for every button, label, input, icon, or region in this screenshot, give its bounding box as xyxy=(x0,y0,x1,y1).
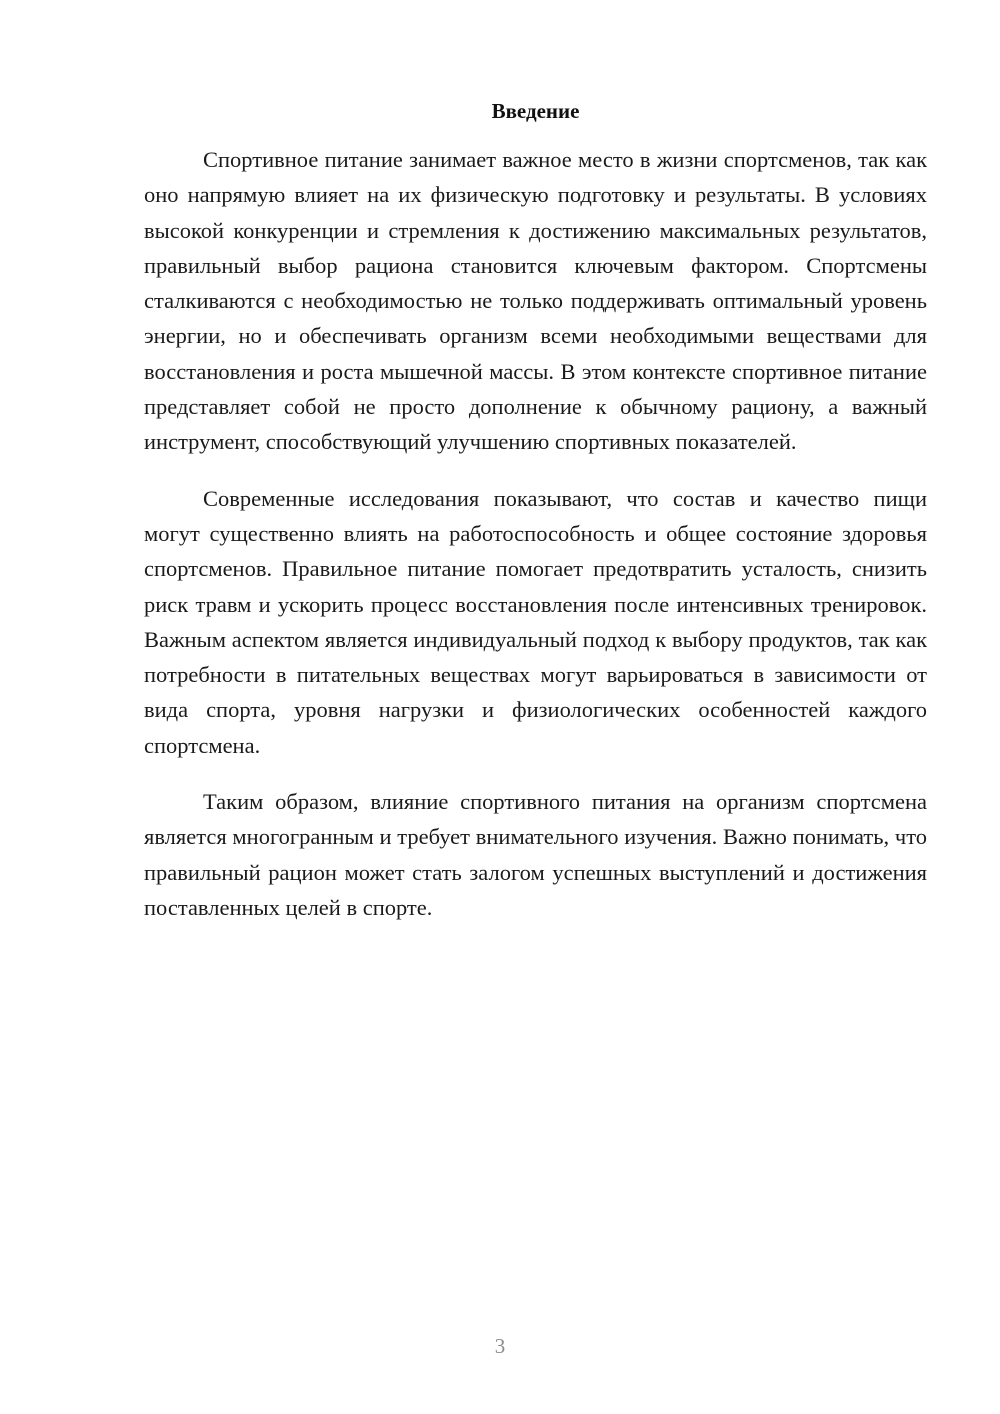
page-number: 3 xyxy=(494,1334,506,1358)
paragraph-2: Современные исследования показывают, что состав и качество пищи могут существенно влиять на работоспособность и общее состояние здоровья спортсменов. Правильное питание помогает предотвратить усталость, снизить риск травм и ускорить процесс восстановления после интенсивных тренировок. Важным аспектом является индивидуальный подход к выбору продуктов, так как потребности в питательных веществах могут варьироваться в зависимости от вида спорта, уровня нагрузки и физиологических особенностей каждого спортсмена. xyxy=(144,485,927,758)
section-heading: Введение xyxy=(491,99,580,123)
paragraph-3: Таким образом, влияние спортивного питания на организм спортсмена является многогранным и требует внимательного изучения. Важно понимать, что правильный рацион может стать залогом успешных выступлений и достижения поставленных целей в спорте. xyxy=(144,789,927,920)
paragraph-1: Спортивное питание занимает важное место в жизни спортсменов, так как оно напрямую влияет на их физическую подготовку и результаты. В условиях высокой конкуренции и стремления к достижению максимальных результатов, правильный выбор рациона становится ключевым фактором. Спортсмены сталкиваются с необходимостью не только поддерживать оптимальный уровень энергии, но и обеспечивать организм всеми необходимыми веществами для восстановления и роста мышечной массы. В этом контексте спортивное питание представляет собой не просто дополнение к обычному рациону, а важный инструмент, способствующий улучшению спортивных показателей. xyxy=(144,147,927,455)
body-text xyxy=(144,142,927,946)
